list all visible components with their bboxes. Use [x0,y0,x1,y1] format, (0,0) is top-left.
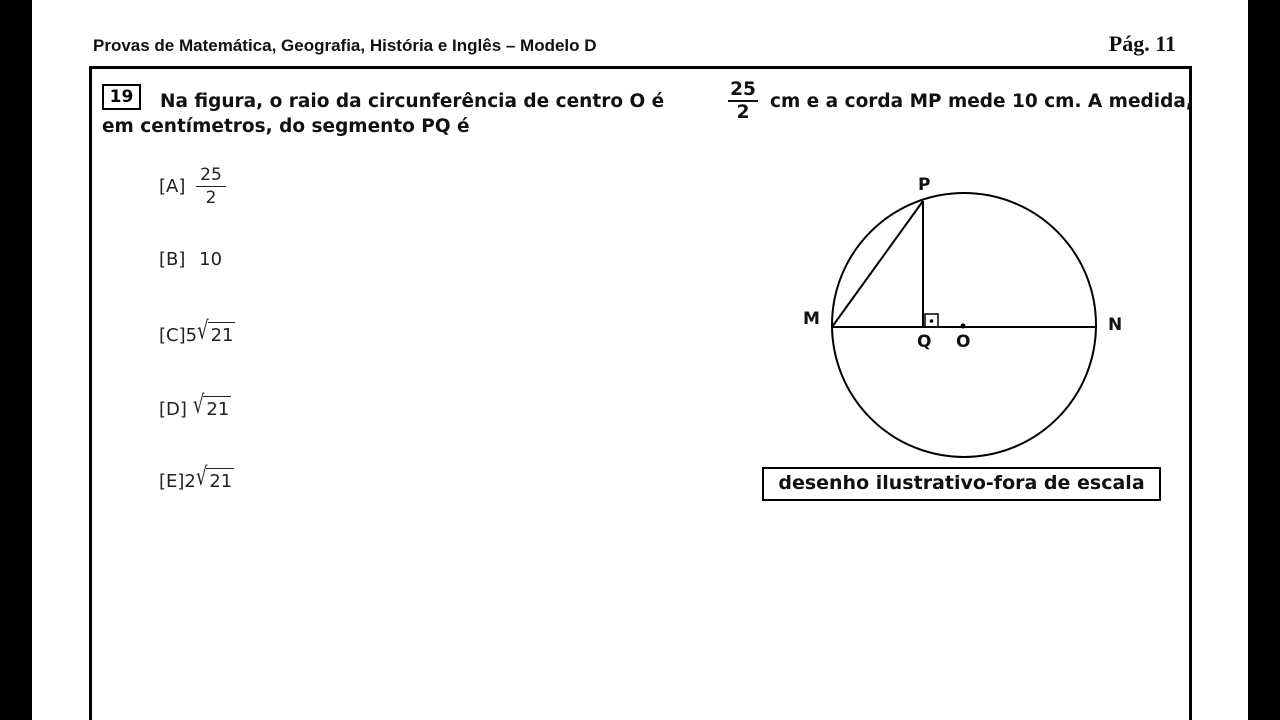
option-a[interactable] [159,165,222,208]
option-d[interactable] [159,390,231,420]
question-number: 19 [102,84,141,110]
radius-denominator: 2 [736,102,750,123]
stem-part2: cm e a corda MP mede 10 cm. A medida, [770,91,1193,112]
option-a-fraction [196,164,226,209]
point-q-label: Q [917,332,932,352]
option-c-radicand: 21 [208,322,236,346]
stem-line2: em centímetros, do segmento PQ é [102,116,470,137]
option-c[interactable] [159,316,235,346]
option-d-sqrt [192,390,231,420]
point-n-label: N [1108,315,1123,335]
option-d-radicand: 21 [203,396,231,420]
radius-fraction [728,79,758,123]
page-number: Pág. 11 [1108,31,1176,56]
radius-numerator: 25 [728,79,758,102]
exam-title: Provas de Matemática, Geografia, História e Inglês – Modelo D [93,36,597,55]
exam-page [32,0,1248,720]
question-frame [89,66,1192,720]
option-a-numerator: 25 [196,164,226,187]
option-e-radicand: 21 [206,468,234,492]
option-c-sqrt [197,316,235,346]
radical-sign-icon: √ [192,390,205,420]
point-p-label: P [918,175,931,195]
point-o-label: O [956,332,971,352]
option-e-label: [E] [159,471,185,492]
option-a-denominator: 2 [205,188,217,208]
option-e-coefficient: 2 [184,471,196,492]
option-d-label: [D] [159,399,187,420]
option-e-sqrt [195,462,234,492]
option-b[interactable] [159,249,222,270]
radical-sign-icon: √ [197,316,209,346]
option-e[interactable] [159,462,234,492]
figure-caption: desenho ilustrativo-fora de escala [762,467,1161,501]
stem-part1: Na figura, o raio da circunferência de centro O é [160,91,665,112]
option-b-label: [B] [159,249,186,270]
point-m-label: M [803,309,820,329]
option-c-label: [C] [159,325,186,346]
radical-sign-icon: √ [195,462,208,492]
option-b-value: 10 [199,249,223,270]
option-c-coefficient: 5 [185,325,198,346]
option-a-label: [A] [159,176,186,197]
